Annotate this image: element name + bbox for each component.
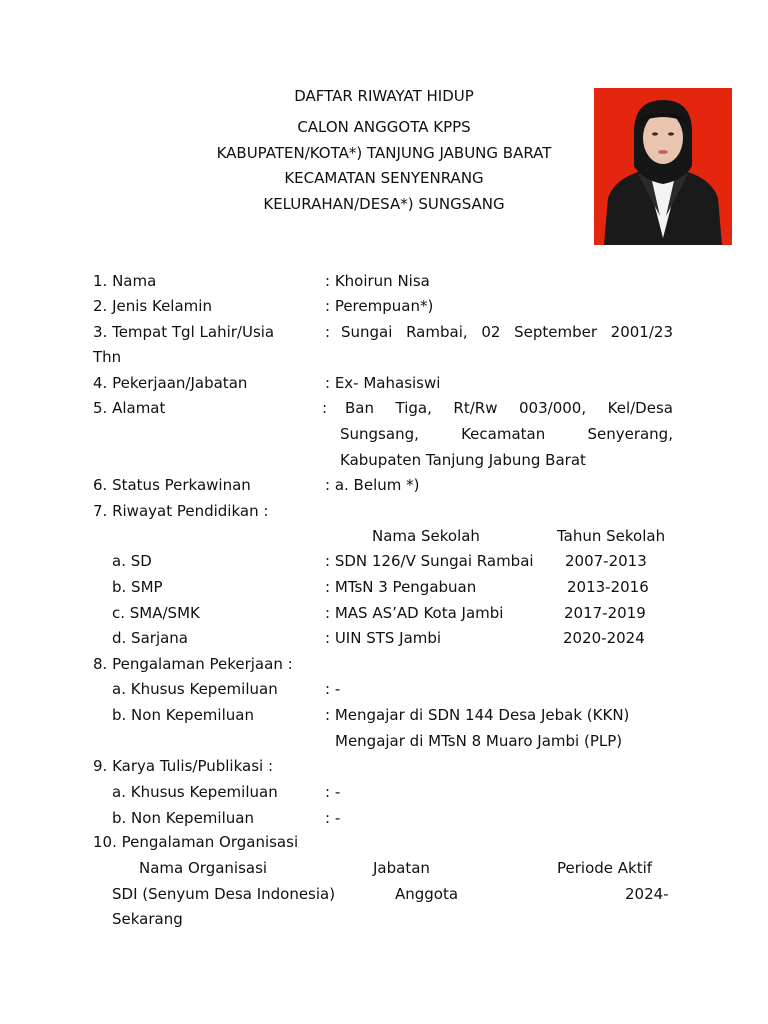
alamat-word: Ban bbox=[345, 399, 374, 417]
organisasi-col-name: Nama Organisasi bbox=[139, 859, 268, 877]
pengalaman-khusus-value: : - bbox=[325, 680, 341, 698]
pengalaman-heading: 8. Pengalaman Pekerjaan : bbox=[93, 655, 293, 673]
label-jenis-kelamin: 2. Jenis Kelamin bbox=[93, 297, 212, 315]
header-line-kecamatan: KECAMATAN SENYENRANG bbox=[284, 169, 484, 187]
ttl-word: Sungai bbox=[341, 323, 393, 341]
alamat-word: Kecamatan bbox=[461, 425, 546, 443]
karya-non-label: b. Non Kepemiluan bbox=[112, 809, 254, 827]
value-nama: : Khoirun Nisa bbox=[325, 272, 430, 290]
value-ttl-continued: Thn bbox=[93, 348, 122, 366]
organisasi-col-period: Periode Aktif bbox=[557, 859, 653, 877]
label-nama: 1. Nama bbox=[93, 272, 157, 290]
alamat-word: 003/000, bbox=[519, 399, 587, 417]
pendidikan-level: a. SD bbox=[112, 552, 152, 570]
organisasi-row-role: Anggota bbox=[395, 885, 459, 903]
value-ttl bbox=[341, 323, 673, 341]
pendidikan-level: d. Sarjana bbox=[112, 629, 188, 647]
header-line-kpps: CALON ANGGOTA KPPS bbox=[297, 118, 471, 136]
organisasi-heading: 10. Pengalaman Organisasi bbox=[93, 833, 299, 851]
alamat-word: Senyerang, bbox=[587, 425, 673, 443]
alamat-word: Kel/Desa bbox=[607, 399, 673, 417]
karya-khusus-label: a. Khusus Kepemiluan bbox=[112, 783, 278, 801]
header-line-kelurahan: KELURAHAN/DESA*) SUNGSANG bbox=[263, 195, 505, 213]
pengalaman-khusus-label: a. Khusus Kepemiluan bbox=[112, 680, 278, 698]
alamat-word: Rt/Rw bbox=[453, 399, 498, 417]
ttl-word: Rambai, bbox=[406, 323, 468, 341]
karya-non-value: : - bbox=[325, 809, 341, 827]
pendidikan-col-year: Tahun Sekolah bbox=[557, 527, 666, 545]
pengalaman-non-value: : Mengajar di SDN 144 Desa Jebak (KKN) bbox=[325, 706, 630, 724]
value-alamat-line2 bbox=[340, 425, 673, 443]
organisasi-row-period-end: Sekarang bbox=[112, 910, 183, 928]
karya-khusus-value: : - bbox=[325, 783, 341, 801]
organisasi-col-role: Jabatan bbox=[373, 859, 430, 877]
colon-ttl: : bbox=[325, 323, 331, 341]
pendidikan-school: : UIN STS Jambi bbox=[325, 629, 442, 647]
pendidikan-level: c. SMA/SMK bbox=[112, 604, 200, 622]
header-line-kabupaten: KABUPATEN/KOTA*) TANJUNG JABUNG BARAT bbox=[216, 144, 552, 162]
pendidikan-school: : SDN 126/V Sungai Rambai bbox=[325, 552, 534, 570]
value-pekerjaan: : Ex- Mahasiswi bbox=[325, 374, 441, 392]
document-title: DAFTAR RIWAYAT HIDUP bbox=[294, 87, 474, 105]
alamat-word: Sungsang, bbox=[340, 425, 419, 443]
colon-alamat: : bbox=[322, 399, 328, 417]
pendidikan-heading: 7. Riwayat Pendidikan : bbox=[93, 502, 269, 520]
value-status: : a. Belum *) bbox=[325, 476, 420, 494]
karya-heading: 9. Karya Tulis/Publikasi : bbox=[93, 757, 274, 775]
pendidikan-years: 2007-2013 bbox=[565, 552, 647, 570]
profile-photo bbox=[594, 88, 732, 245]
ttl-word: 02 bbox=[481, 323, 501, 341]
person-photo-icon bbox=[594, 88, 732, 245]
ttl-word: September bbox=[514, 323, 597, 341]
value-alamat-line3: Kabupaten Tanjung Jabung Barat bbox=[340, 451, 586, 469]
value-jenis-kelamin: : Perempuan*) bbox=[325, 297, 434, 315]
value-alamat-line1 bbox=[345, 399, 673, 417]
pendidikan-years: 2013-2016 bbox=[567, 578, 649, 596]
label-status: 6. Status Perkawinan bbox=[93, 476, 251, 494]
pendidikan-years: 2017-2019 bbox=[564, 604, 646, 622]
label-alamat: 5. Alamat bbox=[93, 399, 166, 417]
pendidikan-school: : MAS AS’AD Kota Jambi bbox=[325, 604, 504, 622]
ttl-word: 2001/23 bbox=[610, 323, 673, 341]
pengalaman-non-value: Mengajar di MTsN 8 Muaro Jambi (PLP) bbox=[335, 732, 623, 750]
organisasi-row-name: SDI (Senyum Desa Indonesia) bbox=[112, 885, 336, 903]
alamat-word: Tiga, bbox=[395, 399, 432, 417]
label-ttl: 3. Tempat Tgl Lahir/Usia bbox=[93, 323, 275, 341]
pendidikan-col-school: Nama Sekolah bbox=[372, 527, 480, 545]
pendidikan-years: 2020-2024 bbox=[563, 629, 645, 647]
pendidikan-school: : MTsN 3 Pengabuan bbox=[325, 578, 477, 596]
label-pekerjaan: 4. Pekerjaan/Jabatan bbox=[93, 374, 248, 392]
pengalaman-non-label: b. Non Kepemiluan bbox=[112, 706, 254, 724]
pendidikan-level: b. SMP bbox=[112, 578, 163, 596]
organisasi-row-period-start: 2024- bbox=[625, 885, 669, 903]
